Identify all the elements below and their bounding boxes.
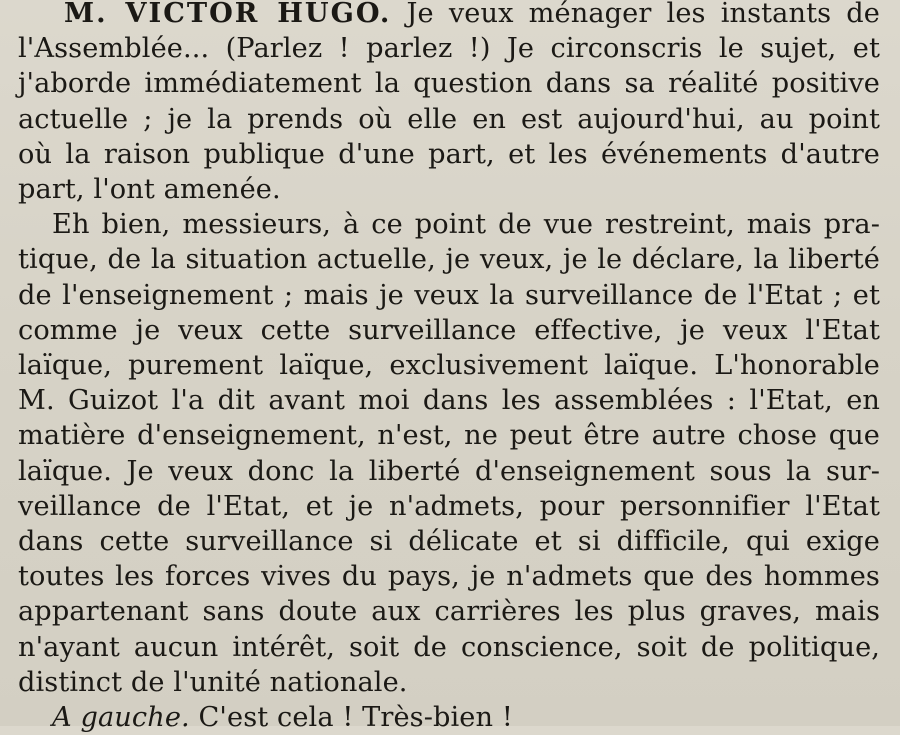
- text-line: matière d'enseignement, n'est, ne peut être autre chose que: [18, 420, 880, 452]
- text-line: où la raison publique d'une part, et les événements d'autre: [18, 138, 880, 170]
- text-line: veillance de l'Etat, et je n'admets, pour personnifier l'Etat: [18, 490, 880, 522]
- text-line: toutes les forces vives du pays, je n'admets que des hommes: [18, 561, 880, 593]
- text-line: comme je veux cette surveillance effective, je veux l'Etat: [18, 314, 880, 346]
- text-line: actuelle ; je la prends où elle en est aujourd'hui, au point: [18, 103, 880, 135]
- text-line: dans cette surveillance si délicate et si difficile, qui exige: [18, 526, 880, 558]
- reaction-text: C'est cela ! Très-bien !: [198, 702, 513, 734]
- reaction-line: [18, 700, 880, 735]
- text-line: n'ayant aucun intérêt, soit de conscience, soit de politique,: [18, 631, 880, 663]
- text-line: laïque, purement laïque, exclusivement laïque. L'honorable: [18, 350, 880, 382]
- speaker-line: [18, 0, 880, 31]
- document-page: [18, 0, 888, 734]
- reaction-side: A gauche.: [52, 702, 190, 734]
- text-line: laïque. Je veux donc la liberté d'enseignement sous la sur-: [18, 455, 880, 487]
- text-line: tique, de la situation actuelle, je veux, je le déclare, la liberté: [18, 244, 880, 276]
- text-line: Eh bien, messieurs, à ce point de vue restreint, mais pra-: [52, 209, 880, 241]
- text-line: l'Assemblée... (Parlez ! parlez !) Je circonscris le sujet, et: [18, 33, 880, 65]
- speaker-name: M. VICTOR HUGO.: [64, 0, 392, 29]
- text-line: de l'enseignement ; mais je veux la surveillance de l'Etat ; et: [18, 279, 880, 311]
- text-line: part, l'ont amenée.: [18, 174, 281, 206]
- text-line: distinct de l'unité nationale.: [18, 666, 408, 698]
- text-line: appartenant sans doute aux carrières les plus graves, mais: [18, 596, 880, 628]
- text-line: j'aborde immédiatement la question dans sa réalité positive: [18, 68, 880, 100]
- text-line: M. Guizot l'a dit avant moi dans les assemblées : l'Etat, en: [18, 385, 880, 417]
- text-line: Je veux ménager les instants de: [406, 0, 880, 29]
